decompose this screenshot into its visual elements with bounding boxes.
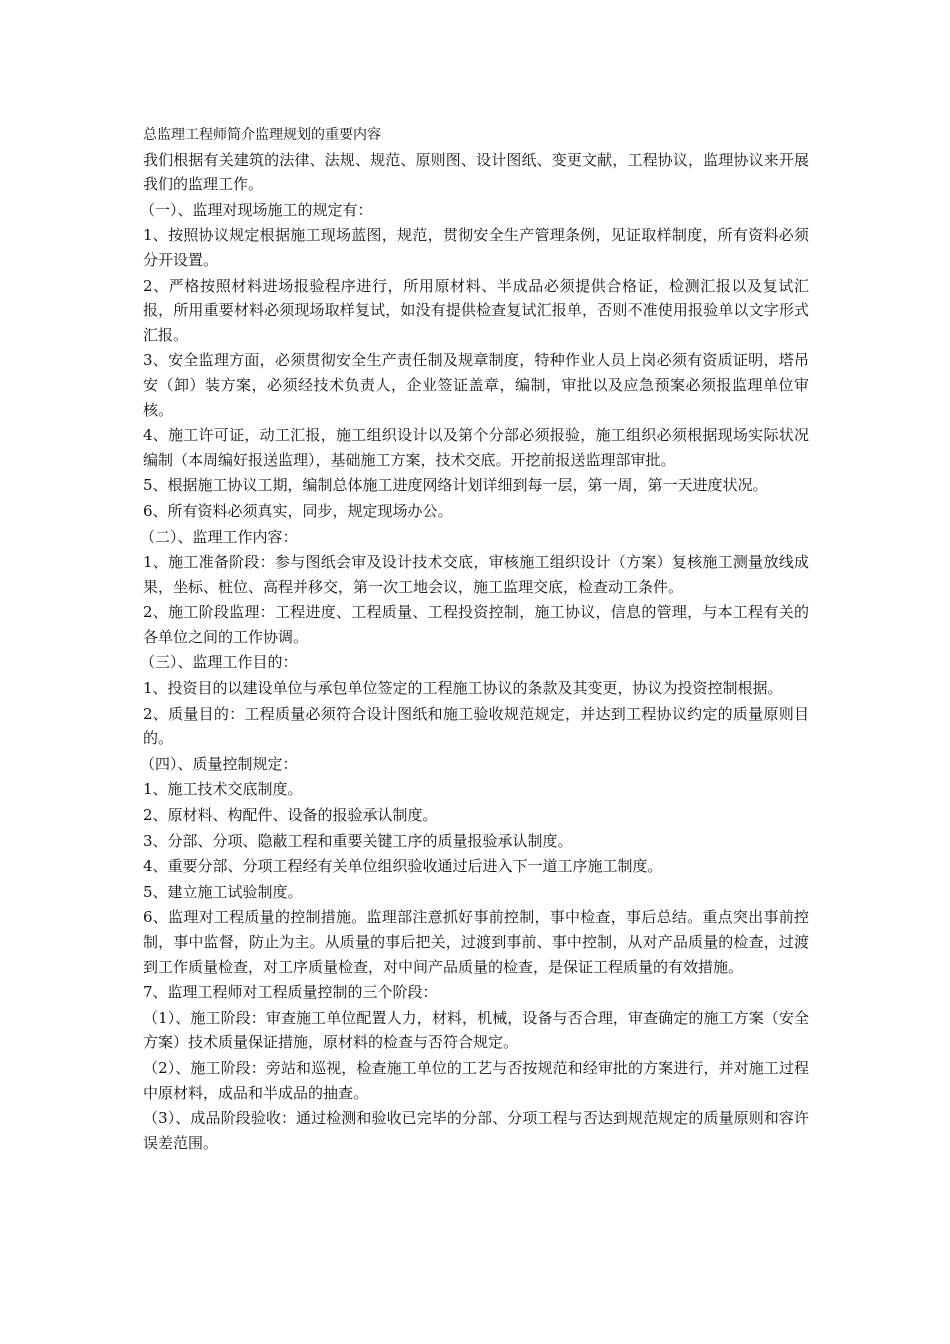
- paragraph: （2）、施工阶段：旁站和巡视，检查施工单位的工艺与否按规范和经审批的方案进行，并对施工过程中原材料，成品和半成品的抽查。: [143, 1058, 809, 1102]
- section-heading-2: （二）、监理工作内容：: [140, 527, 298, 546]
- paragraph: 6、所有资料必须真实，同步，规定现场办公。: [143, 501, 453, 520]
- paragraph: 5、建立施工试验制度。: [143, 882, 303, 901]
- paragraph: （3）、成品阶段验收：通过检测和验收已完毕的分部、分项工程与否达到规范规定的质量原则和容许误差范围。: [143, 1109, 809, 1152]
- paragraph: 5、根据施工协议工期，编制总体施工进度网络计划详细到每一层，第一周，第一天进度状况。: [143, 476, 768, 495]
- section-heading-1: （一）、监理对现场施工的规定有：: [140, 200, 373, 219]
- section-heading-4: （四）、质量控制规定：: [140, 754, 298, 773]
- paragraph: 7、监理工程师对工程质量控制的三个阶段：: [143, 983, 438, 1002]
- paragraph: （1）、施工阶段：审查施工单位配置人力，材料，机械，设备与否合理，审查确定的施工方案（安全方案）技术质量保证措施，原材料的检查与否符合规定。: [143, 1008, 809, 1052]
- paragraph: 6、监理对工程质量的控制措施。监理部注意抓好事前控制，事中检查，事后总结。重点突出事前控制，事中监督，防止为主。从质量的事后把关，过渡到事前、事中控制，从对产品质量的检查，过渡到工作质量检查，对工序质量检查，对中间产品质量的检查，是保证工程质量的有效措施。: [143, 908, 809, 976]
- paragraph: 4、施工许可证，动工汇报，施工组织设计以及第个分部必须报验，施工组织必须根据现场实际状况编制（本周编好报送监理），基础施工方案，技术交底。开挖前报送监理部审批。: [143, 426, 809, 469]
- document-body: [140, 123, 809, 1156]
- paragraph: 2、原材料、构配件、设备的报验承认制度。: [143, 806, 438, 825]
- paragraph: 1、施工技术交底制度。: [143, 780, 303, 799]
- paragraph: 3、分部、分项、隐蔽工程和重要关键工序的质量报验承认制度。: [143, 831, 573, 850]
- paragraph: 3、安全监理方面，必须贯彻安全生产责任制及规章制度，特种作业人员上岗必须有资质证明，塔吊安（卸）装方案，必须经技术负责人，企业签证盖章，编制，审批以及应急预案必须报监理单位审核。: [143, 351, 809, 419]
- paragraph: 2、施工阶段监理：工程进度、工程质量、工程投资控制，施工协议，信息的管理，与本工程有关的各单位之间的工作协调。: [143, 603, 809, 646]
- paragraph: 2、质量目的：工程质量必须符合设计图纸和施工验收规范规定，并达到工程协议约定的质量原则目的。: [143, 704, 809, 748]
- paragraph: 1、投资目的以建设单位与承包单位签定的工程施工协议的条款及其变更，协议为投资控制根据。: [143, 679, 783, 698]
- paragraph: 1、按照协议规定根据施工现场蓝图，规范，贯彻安全生产管理条例，见证取样制度，所有资料必须分开设置。: [143, 226, 809, 269]
- paragraph-intro: 我们根据有关建筑的法律、法规、规范、原则图、设计图纸、变更文献，工程协议，监理协议来开展我们的监理工作。: [143, 150, 809, 194]
- paragraph: 2、严格按照材料进场报验程序进行，所用原材料、半成品必须提供合格证，检测汇报以及复试汇报，所用重要材料必须现场取样复试，如没有提供检查复试汇报单，否则不准使用报验单以文字形式汇报。: [143, 276, 809, 344]
- section-heading-3: （三）、监理工作目的：: [140, 653, 298, 672]
- paragraph: 4、重要分部、分项工程经有关单位组织验收通过后进入下一道工序施工制度。: [143, 857, 663, 876]
- paragraph: 1、施工准备阶段：参与图纸会审及设计技术交底，审核施工组织设计（方案）复核施工测量放线成果，坐标、桩位、高程并移交，第一次工地会议，施工监理交底，检查动工条件。: [143, 553, 809, 596]
- document-title: 总监理工程师简介监理规划的重要内容: [143, 127, 381, 143]
